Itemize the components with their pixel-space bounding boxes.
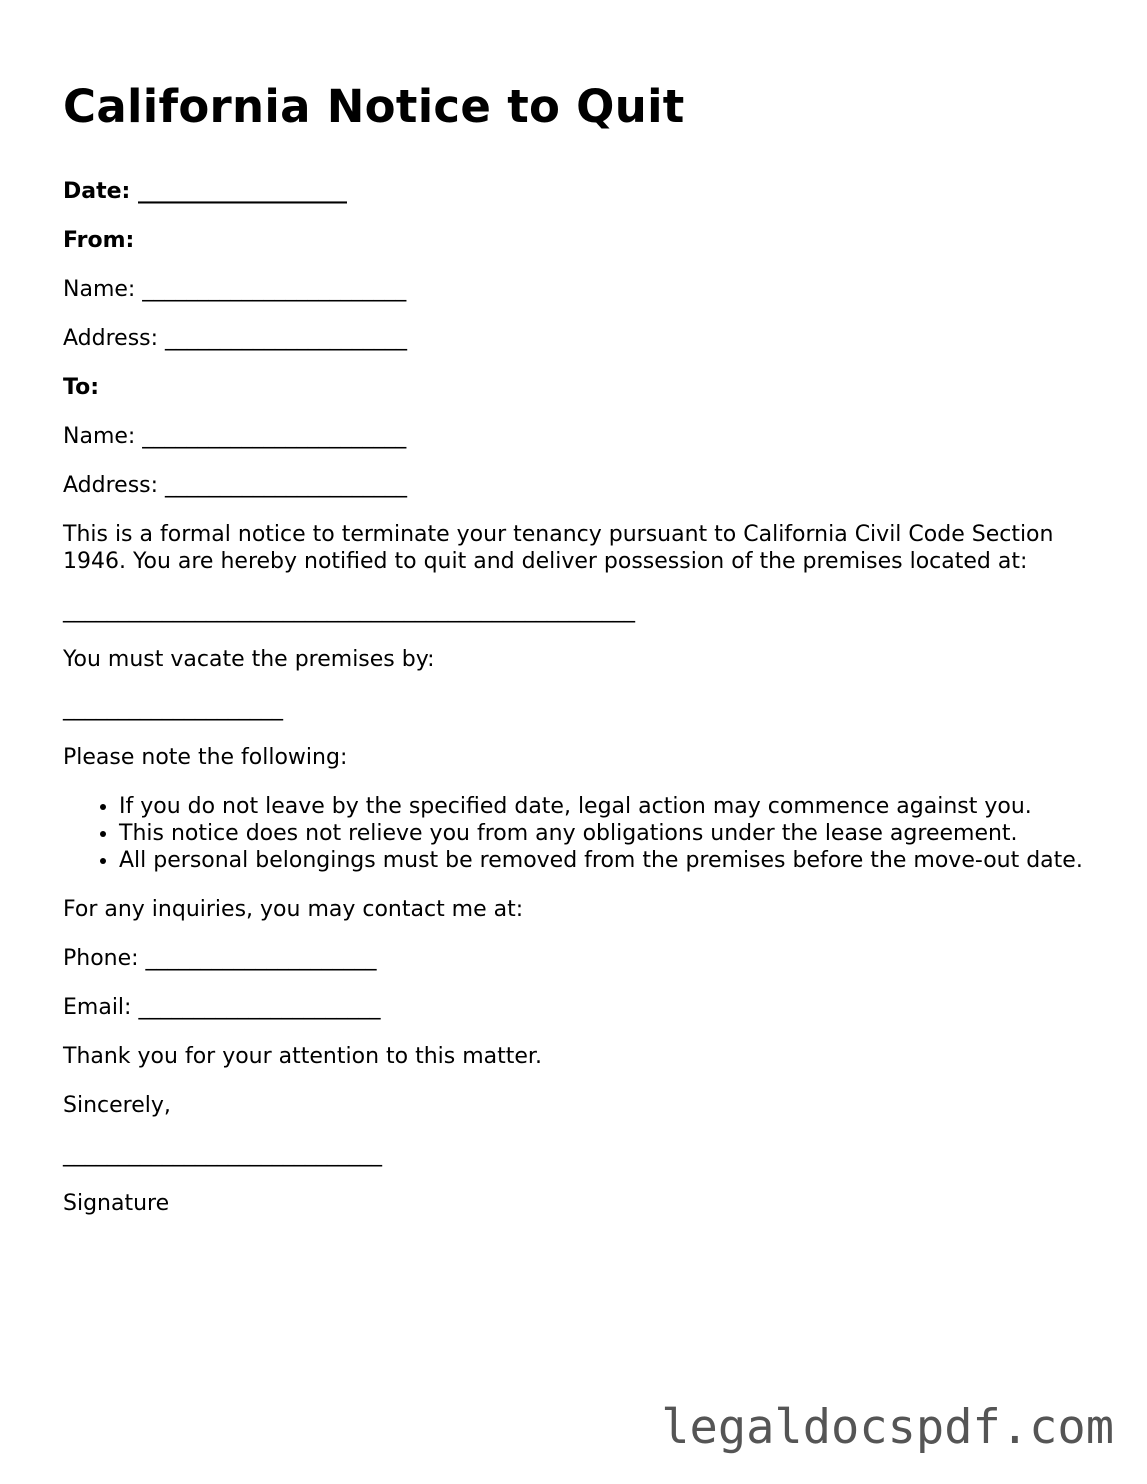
phone-field: Phone: _____________________ — [63, 946, 377, 971]
from-heading: From: — [63, 228, 135, 253]
watermark-text: legaldocspdf.com — [661, 1400, 1114, 1455]
notice-document — [63, 78, 1083, 1239]
list-item: • If you do not leave by the specified date, legal action may commence against you. — [119, 793, 1083, 820]
from-address-field: Address: ______________________ — [63, 326, 408, 351]
note-label: Please note the following: — [63, 745, 348, 770]
contact-label: For any inquiries, you may contact me at: — [63, 897, 524, 922]
to-address-field: Address: ______________________ — [63, 473, 408, 498]
to-heading: To: — [63, 375, 99, 400]
list-item: • All personal belongings must be removed from the premises before the move-out date. — [119, 847, 1083, 874]
to-name-field: Name: ________________________ — [63, 424, 407, 449]
closing-text: Sincerely, — [63, 1093, 171, 1118]
document-title: California Notice to Quit — [63, 80, 685, 133]
notice-paragraph: This is a formal notice to terminate your tenancy pursuant to California Civil Code Section 1946. You are hereby notified to quit and deliver possession of the premises located at: — [63, 522, 1054, 574]
vacate-label: You must vacate the premises by: — [63, 647, 435, 672]
list-item: • This notice does not relieve you from any obligations under the lease agreement. — [119, 820, 1083, 847]
date-field: Date: ___________________ — [63, 179, 348, 204]
thanks-text: Thank you for your attention to this matter. — [63, 1044, 542, 1069]
vacate-date-blank: ____________________ — [63, 696, 283, 721]
signature-label: Signature — [63, 1191, 170, 1216]
notes-list — [63, 793, 1083, 874]
from-name-field: Name: ________________________ — [63, 277, 407, 302]
signature-blank: _____________________________ — [63, 1142, 382, 1167]
email-field: Email: ______________________ — [63, 995, 381, 1020]
premises-blank: ____________________________________________________ — [63, 598, 635, 623]
